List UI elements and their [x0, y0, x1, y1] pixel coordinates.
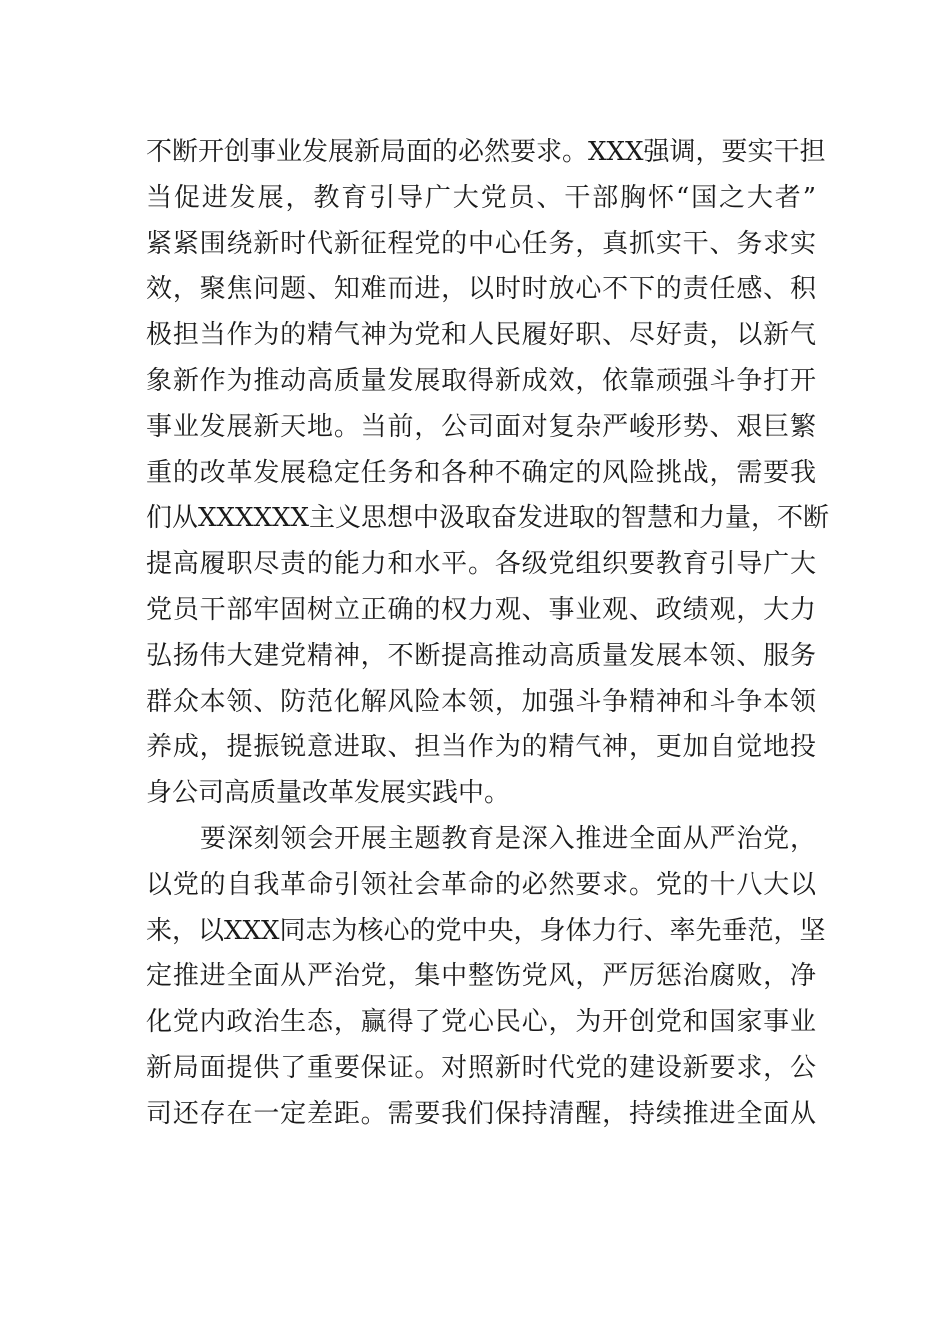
text-line: 要深刻领会开展主题教育是深入推进全面从严治党， [200, 823, 816, 854]
paragraph-2 [146, 817, 826, 1138]
text-line: 象新作为推动高质量发展取得新成效，依靠顽强斗争打开 [146, 365, 816, 396]
text-line: 养成，提振锐意进取、担当作为的精气神，更加自觉地投 [146, 732, 816, 763]
text-line: 以党的自我革命引领社会革命的必然要求。党的十八大以 [146, 869, 816, 900]
text-line: 化党内政治生态，赢得了党心民心，为开创党和国家事业 [146, 1007, 816, 1038]
text-line: 提高履职尽责的能力和水平。各级党组织要教育引导广大 [146, 549, 816, 580]
text-line: 不断开创事业发展新局面的必然要求。XXX强调，要实干担 [146, 137, 826, 167]
text-line: 们从XXXXXX主义思想中汲取奋发进取的智慧和力量，不断 [146, 503, 830, 534]
text-line: 定推进全面从严治党，集中整饬党风，严厉惩治腐败，净 [146, 961, 816, 992]
text-line: 身公司高质量改革发展实践中。 [146, 778, 511, 809]
text-line: 紧紧围绕新时代新征程党的中心任务，真抓实干、务求实 [146, 228, 816, 259]
text-line: 当促进发展，教育引导广大党员、干部胸怀“国之大者” [146, 182, 816, 213]
text-line: 司还存在一定差距。需要我们保持清醒，持续推进全面从 [146, 1098, 816, 1129]
document-body [146, 130, 830, 1138]
text-line: 事业发展新天地。当前，公司面对复杂严峻形势、艰巨繁 [146, 411, 816, 442]
text-line: 党员干部牢固树立正确的权力观、事业观、政绩观，大力 [146, 594, 816, 625]
text-line: 新局面提供了重要保证。对照新时代党的建设新要求，公 [146, 1052, 816, 1083]
text-line: 极担当作为的精气神为党和人民履好职、尽好责，以新气 [146, 320, 816, 351]
text-line: 重的改革发展稳定任务和各种不确定的风险挑战，需要我 [146, 457, 816, 488]
text-line: 群众本领、防范化解风险本领，加强斗争精神和斗争本领 [146, 686, 816, 717]
paragraph-1 [146, 130, 830, 817]
text-line: 来，以XXX同志为核心的党中央，身体力行、率先垂范，坚 [146, 915, 826, 946]
text-line: 效，聚焦问题、知难而进，以时时放心不下的责任感、积 [146, 274, 816, 305]
text-line: 弘扬伟大建党精神，不断提高推动高质量发展本领、服务 [146, 640, 816, 671]
